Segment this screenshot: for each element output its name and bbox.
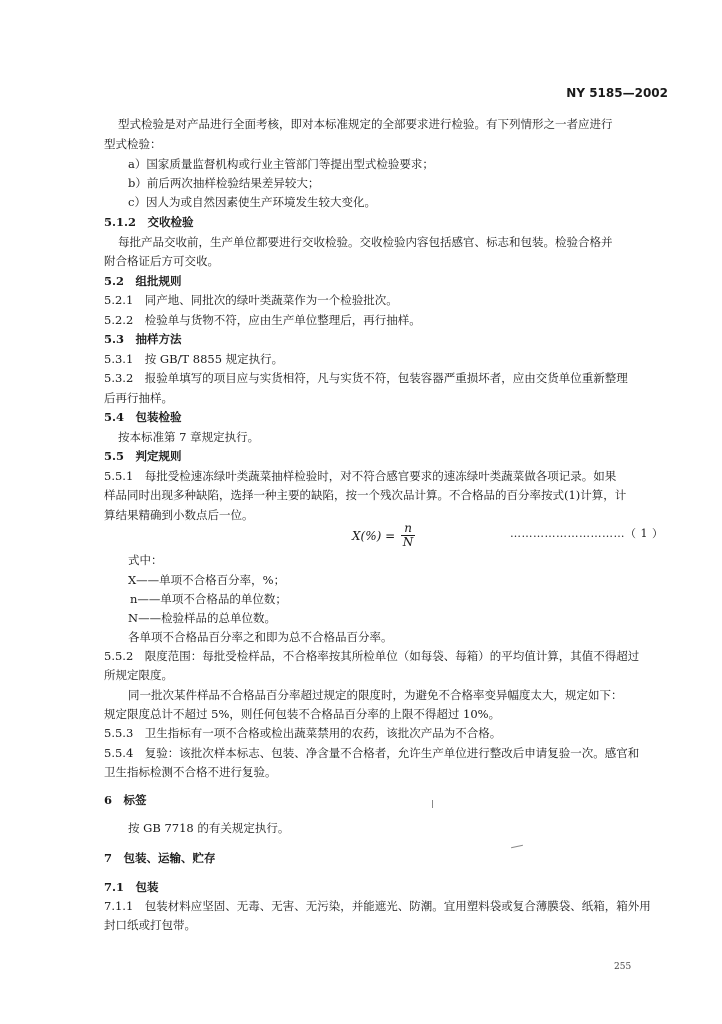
text-line: 型式检验是对产品进行全面考核，即对本标准规定的全部要求进行检验。有下列情形之一者应进行 <box>118 117 613 131</box>
text-line: 型式检验： <box>104 137 162 151</box>
text-line: 式中： <box>128 553 163 567</box>
text-line: 算结果精确到小数点后一位。 <box>104 508 254 522</box>
text-line: n——单项不合格品的单位数； <box>130 592 287 606</box>
text-line: 所规定限度。 <box>104 668 173 682</box>
text-line: 附合格证后方可交收。 <box>104 254 219 268</box>
formula <box>352 522 415 549</box>
text-line: c）因人为或自然因素使生产环境发生较大变化。 <box>128 195 376 209</box>
section-heading: 5.3 抽样方法 <box>104 332 182 346</box>
text-line: 卫生指标检测不合格不进行复验。 <box>104 765 277 779</box>
text-line: 后再行抽样。 <box>104 391 173 405</box>
scan-speck <box>432 800 433 808</box>
section-heading: 5.4 包装检验 <box>104 410 182 424</box>
standard-code: NY 5185—2002 <box>566 86 668 100</box>
formula-denominator: N <box>402 535 414 549</box>
text-line: 5.5.1 每批受检速冻绿叶类蔬菜抽样检验时，对不符合感官要求的速冻绿叶类蔬菜做各项记录。如果 <box>104 469 617 483</box>
text-line: 5.5.2 限度范围：每批受检样品，不合格率按其所检单位（如每袋、每箱）的平均值计算，其值不得超过 <box>104 649 640 663</box>
text-line: 5.2.1 同产地、同批次的绿叶类蔬菜作为一个检验批次。 <box>104 293 398 307</box>
text-line: 5.2.2 检验单与货物不符，应由生产单位整理后，再行抽样。 <box>104 313 421 327</box>
text-line: a）国家质量监督机构或行业主管部门等提出型式检验要求； <box>128 157 434 171</box>
chapter-heading: 7 包装、运输、贮存 <box>104 851 216 865</box>
text-line: 5.5.3 卫生指标有一项不合格或检出蔬菜禁用的农药，该批次产品为不合格。 <box>104 726 502 740</box>
text-line: b）前后两次抽样检验结果差异较大； <box>128 176 320 190</box>
section-heading: 5.5 判定规则 <box>104 449 182 463</box>
text-line: 5.3.1 按 GB/T 8855 规定执行。 <box>104 352 284 366</box>
page-number: 255 <box>614 962 632 972</box>
text-line: 7.1.1 包装材料应坚固、无毒、无害、无污染，并能遮光、防潮。宜用塑料袋或复合薄膜袋、纸箱，箱外用 <box>104 899 651 913</box>
text-line: N——检验样品的总单位数。 <box>128 611 277 625</box>
text-line: 封口纸或打包带。 <box>104 918 196 932</box>
text-line: 样品同时出现多种缺陷，选择一种主要的缺陷，按一个残次品计算。不合格品的百分率按式(1)计算，计 <box>104 488 627 502</box>
scan-speck <box>511 845 523 848</box>
text-line: 按本标准第 7 章规定执行。 <box>118 430 260 444</box>
formula-lhs: X(%) = <box>352 528 396 543</box>
formula-number: …………………………（ 1 ） <box>510 527 664 540</box>
text-line: 每批产品交收前，生产单位都要进行交收检验。交收检验内容包括感官、标志和包装。检验合格并 <box>118 235 613 249</box>
text-line: 按 GB 7718 的有关规定执行。 <box>128 821 290 835</box>
formula-fraction <box>401 522 415 549</box>
text-line: 同一批次某件样品不合格品百分率超过规定的限度时，为避免不合格率变异幅度太大，规定如下： <box>128 688 623 702</box>
section-heading: 5.2 组批规则 <box>104 274 182 288</box>
text-line: 规定限度总计不超过 5%，则任何包装不合格品百分率的上限不得超过 10%。 <box>104 707 501 721</box>
chapter-heading: 6 标签 <box>104 793 147 807</box>
section-heading: 7.1 包装 <box>104 880 159 894</box>
formula-numerator: n <box>401 522 415 536</box>
text-line: 5.3.2 报验单填写的项目应与实货相符，凡与实货不符，包装容器严重损坏者，应由交货单位重新整理 <box>104 371 628 385</box>
text-line: X——单项不合格百分率，%； <box>128 573 286 587</box>
text-line: 5.5.4 复验：该批次样本标志、包装、净含量不合格者，允许生产单位进行整改后申请复验一次。感官和 <box>104 746 640 760</box>
text-line: 各单项不合格品百分率之和即为总不合格品百分率。 <box>128 630 393 644</box>
section-heading: 5.1.2 交收检验 <box>104 215 194 229</box>
